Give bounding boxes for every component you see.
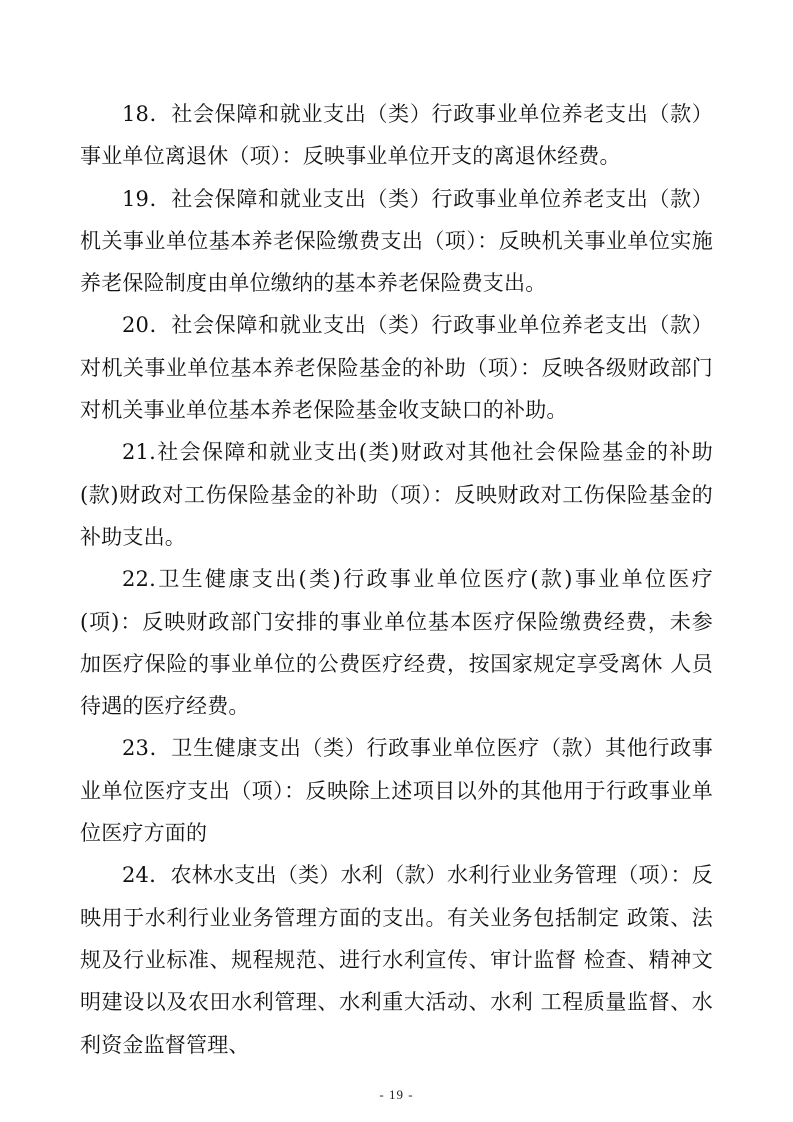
paragraph-22: 22.卫生健康支出(类)行政事业单位医疗(款)事业单位医疗(项)：反映财政部门安排的事业单位基本医疗保险缴费经费，未参 加医疗保险的事业单位的公费医疗经费，按国家规定享受离休 人员待遇的医疗经费。 xyxy=(80,567,713,719)
paragraph-19: 19．社会保障和就业支出（类）行政事业单位养老支出（款）机关事业单位基本养老保险缴费支出（项）：反映机关事业单位实施养老保险制度由单位缴纳的基本养老保险费支出。 xyxy=(80,186,713,296)
paragraph-24: 24．农林水支出（类）水利（款）水利行业业务管理（项）：反映用于水利行业业务管理方面的支出。有关业务包括制定 政策、法规及行业标准、规程规范、进行水利宣传、审计监督 检查、精神文明建设以及农田水利管理、水利重大活动、水利 工程质量监督、水利资金监督管理、 xyxy=(80,863,713,1057)
paragraph-23: 23．卫生健康支出（类）行政事业单位医疗（款）其他行政事业单位医疗支出（项）：反映除上述项目以外的其他用于行政事业单位医疗方面的 xyxy=(80,736,713,846)
paragraph-21: 21.社会保障和就业支出(类)财政对其他社会保险基金的补助(款)财政对工伤保险基金的补助（项）：反映财政对工伤保险基金的补助支出。 xyxy=(80,440,713,549)
paragraph-20: 20．社会保障和就业支出（类）行政事业单位养老支出（款）对机关事业单位基本养老保险基金的补助（项）：反映各级财政部门对机关事业单位基本养老保险基金收支缺口的补助。 xyxy=(80,313,713,423)
page-number: - 19 - xyxy=(379,1087,414,1102)
paragraph-18: 18．社会保障和就业支出（类）行政事业单位养老支出（款）事业单位离退休（项）：反映事业单位开支的离退休经费。 xyxy=(80,102,713,169)
document-body xyxy=(80,93,713,1066)
